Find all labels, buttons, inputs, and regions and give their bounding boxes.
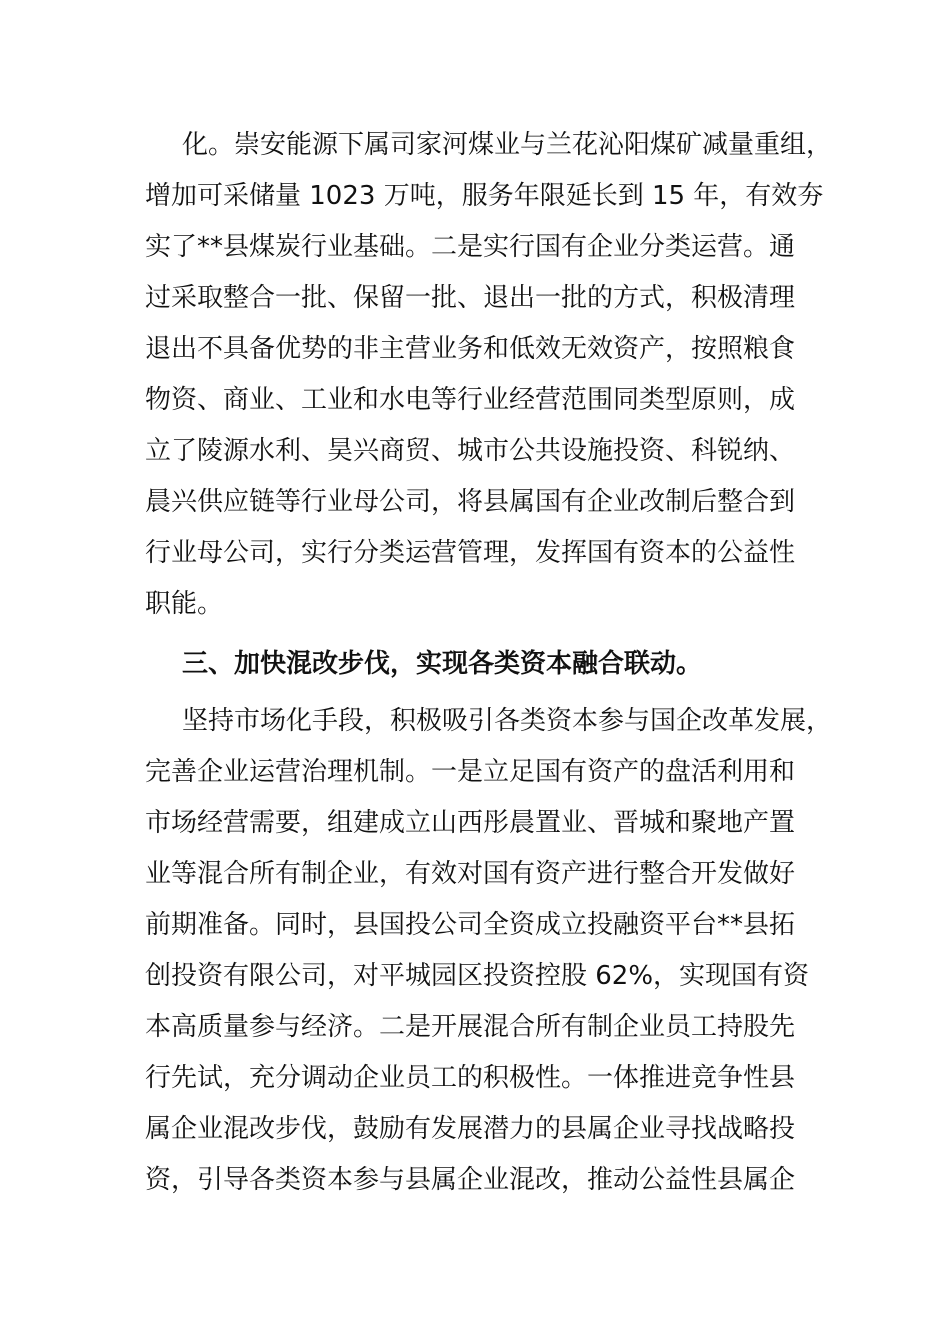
section-heading: 三、加快混改步伐，实现各类资本融合联动。	[182, 649, 703, 679]
text-line: 资，引导各类资本参与县属企业混改，推动公益性县属企	[145, 1165, 796, 1195]
text-line: 晨兴供应链等行业母公司，将县属国有企业改制后整合到	[145, 487, 796, 517]
text-line: 行先试，充分调动企业员工的积极性。一体推进竞争性县	[145, 1063, 796, 1093]
text-line: 立了陵源水利、昊兴商贸、城市公共设施投资、科锐纳、	[145, 436, 796, 466]
text-line: 前期准备。同时，县国投公司全资成立投融资平台**县拓	[145, 910, 796, 940]
paragraph-enterprise-classification	[145, 120, 833, 630]
text-line: 物资、商业、工业和水电等行业经营范围同类型原则，成	[145, 385, 796, 415]
text-line: 坚持市场化手段，积极吸引各类资本参与国企改革发展，	[182, 706, 833, 736]
text-line: 业等混合所有制企业，有效对国有资产进行整合开发做好	[145, 859, 796, 889]
paragraph-mixed-ownership-reform	[145, 696, 833, 1206]
text-line: 实了**县煤炭行业基础。二是实行国有企业分类运营。通	[145, 232, 796, 262]
text-line: 退出不具备优势的非主营业务和低效无效资产，按照粮食	[145, 334, 796, 364]
text-line: 过采取整合一批、保留一批、退出一批的方式，积极清理	[145, 283, 796, 313]
text-line: 行业母公司，实行分类运营管理，发挥国有资本的公益性	[145, 538, 796, 568]
text-line: 市场经营需要，组建成立山西彤晨置业、晋城和聚地产置	[145, 808, 796, 838]
document-body	[145, 120, 833, 1206]
text-line: 本高质量参与经济。二是开展混合所有制企业员工持股先	[145, 1012, 796, 1042]
text-line: 完善企业运营治理机制。一是立足国有资产的盘活利用和	[145, 757, 796, 787]
text-line: 化。崇安能源下属司家河煤业与兰花沁阳煤矿减量重组，	[182, 130, 833, 160]
text-line: 职能。	[145, 589, 224, 619]
text-line: 增加可采储量 1023 万吨，服务年限延长到 15 年，有效夯	[145, 181, 824, 211]
text-line: 创投资有限公司，对平城园区投资控股 62%，实现国有资	[145, 961, 810, 991]
text-line: 属企业混改步伐，鼓励有发展潜力的县属企业寻找战略投	[145, 1114, 796, 1144]
